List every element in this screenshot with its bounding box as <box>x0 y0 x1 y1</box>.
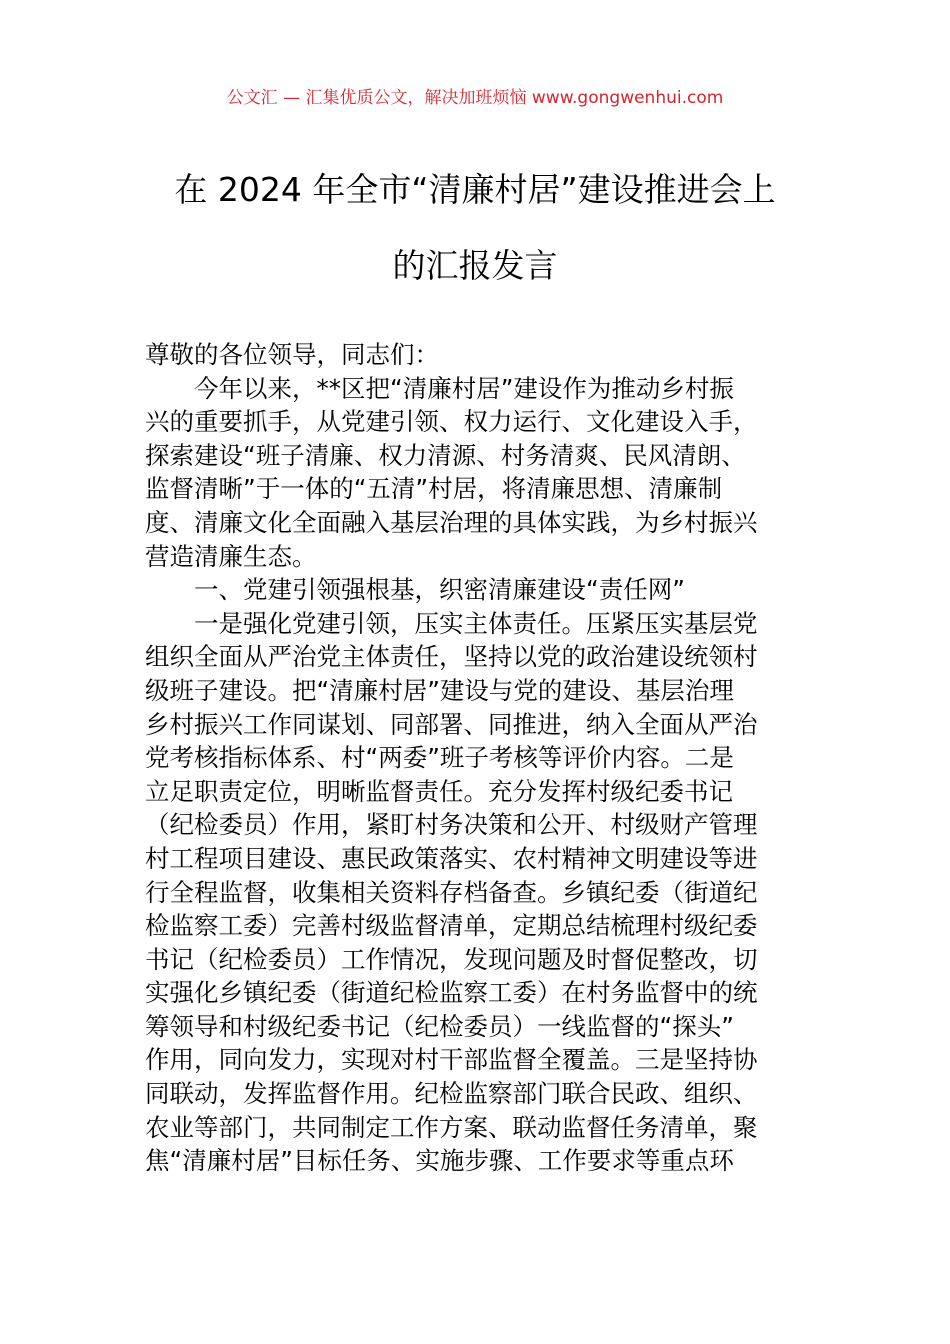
paragraph-line: 党考核指标体系、村“两委”班子考核等评价内容。二是 <box>145 743 734 773</box>
paragraph-line: 农业等部门，共同制定工作方案、联动监督任务清单，聚 <box>145 1112 758 1142</box>
document-title <box>120 152 830 304</box>
paragraph-line: 筹领导和村级纪委书记（纪检委员）一线监督的“探头” <box>145 1011 734 1041</box>
paragraph-line: 监督清晰”于一体的“五清”村居，将清廉思想、清廉制 <box>145 474 723 504</box>
paragraph-line: 探索建设“班子清廉、权力清源、村务清爽、民风清朗、 <box>145 440 746 470</box>
title-line-1: 在 2024 年全市“清廉村居”建设推进会上 <box>174 170 776 209</box>
watermark-banner: 公文汇 — 汇集优质公文，解决加班烦恼 www.gongwenhui.com <box>226 88 724 108</box>
paragraph-line: 实强化乡镇纪委（街道纪检监察工委）在村务监督中的统 <box>145 978 758 1008</box>
paragraph-line: 今年以来，**区把“清廉村居”建设作为推动乡村振 <box>194 373 734 403</box>
paragraph-line: 书记（纪检委员）工作情况，发现问题及时督促整改，切 <box>145 944 758 974</box>
paragraph-line: 乡村振兴工作同谋划、同部署、同推进，纳入全面从严治 <box>145 709 758 739</box>
paragraph-line: 作用，同向发力，实现对村干部监督全覆盖。三是坚持协 <box>145 1045 758 1075</box>
paragraph-line: 村工程项目建设、惠民政策落实、农村精神文明建设等进 <box>145 843 758 873</box>
paragraph-line: 一是强化党建引领，压实主体责任。压紧压实基层党 <box>194 608 758 638</box>
paragraph-line: 立足职责定位，明晰监督责任。充分发挥村级纪委书记 <box>145 776 733 806</box>
salutation: 尊敬的各位领导，同志们： <box>145 340 439 369</box>
title-line-2: 的汇报发言 <box>392 246 558 285</box>
paragraph-line: 级班子建设。把“清廉村居”建设与党的建设、基层治理 <box>145 675 734 705</box>
paragraph-line: （纪检委员）作用，紧盯村务决策和公开、村级财产管理 <box>145 810 758 840</box>
paragraph-line: 度、清廉文化全面融入基层治理的具体实践，为乡村振兴 <box>145 507 758 537</box>
paragraph-line: 焦“清廉村居”目标任务、实施步骤、工作要求等重点环 <box>145 1146 734 1176</box>
paragraph-line: 行全程监督，收集相关资料存档备查。乡镇纪委（街道纪 <box>145 877 758 907</box>
paragraph-line: 检监察工委）完善村级监督清单，定期总结梳理村级纪委 <box>145 911 758 941</box>
paragraph-line: 同联动，发挥监督作用。纪检监察部门联合民政、组织、 <box>145 1079 758 1109</box>
paragraph-line: 组织全面从严治党主体责任，坚持以党的政治建设统领村 <box>145 642 758 672</box>
section-heading: 一、党建引领强根基，织密清廉建设“责任网” <box>194 575 685 605</box>
paragraph-line: 兴的重要抓手，从党建引领、权力运行、文化建设入手， <box>145 407 758 437</box>
document-body <box>145 338 810 1178</box>
paragraph-line: 营造清廉生态。 <box>145 541 317 571</box>
